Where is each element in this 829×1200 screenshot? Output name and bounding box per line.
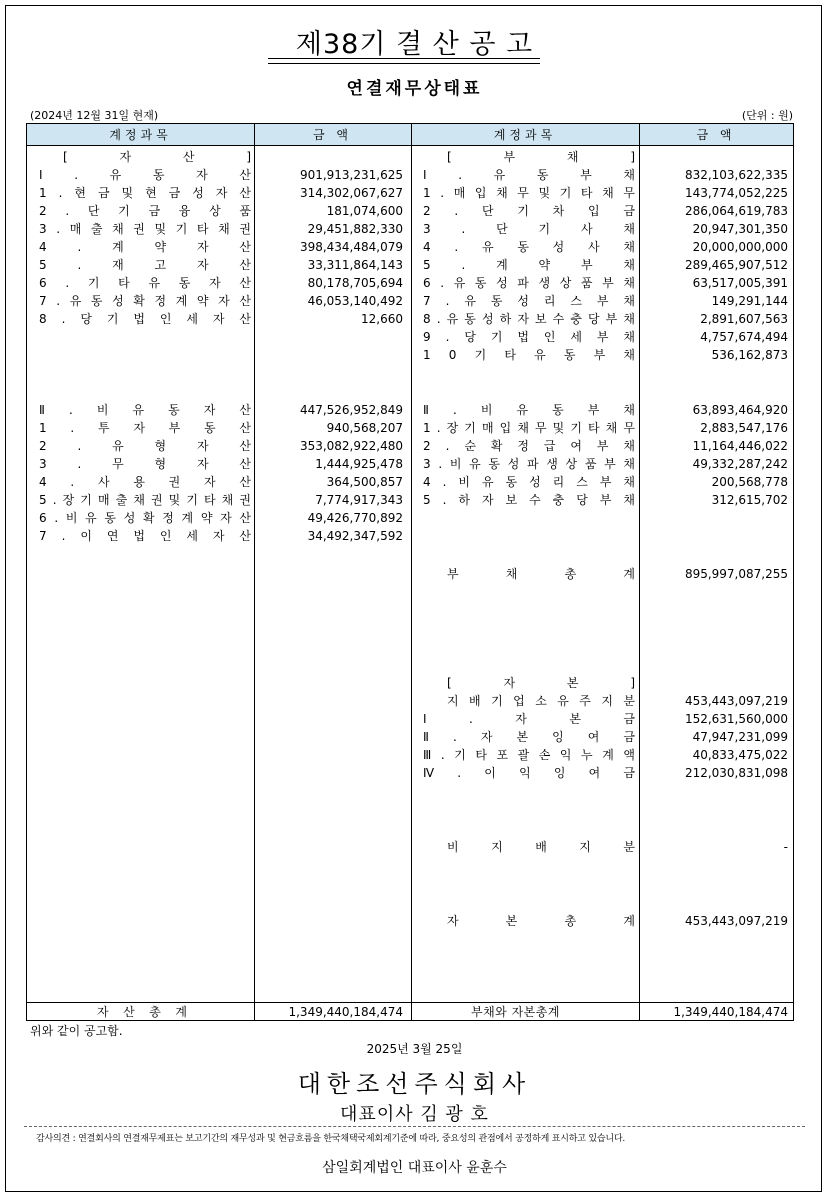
unit-label: (단위 : 원) [741, 109, 793, 122]
asset-account-label: 3 . 무 형 자 산 [39, 457, 251, 471]
liability-amount: 200,568,778 [711, 475, 788, 489]
title-underline-2 [268, 63, 540, 64]
liability-account-label: Ⅰ . 유 동 부 채 [423, 168, 635, 182]
asset-amount: 80,178,705,694 [307, 276, 403, 290]
liability-amount: 895,997,087,255 [684, 567, 788, 581]
liability-account-label: 2 . 단 기 차 입 금 [423, 204, 635, 218]
liability-row [27, 166, 793, 184]
asset-account-label: 1 . 현 금 및 현 금 성 자 산 [39, 186, 251, 200]
liability-account-label: 1 . 장 기 매 입 채 무 및 기 타 채 무 [423, 421, 635, 435]
liability-amount: 289,465,907,512 [684, 258, 788, 272]
statement-subtitle: 연결재무상태표 [346, 79, 483, 99]
liability-account-label: 2 . 순 확 정 급 여 부 채 [423, 439, 635, 453]
liability-row [27, 838, 793, 856]
liability-row [27, 728, 793, 746]
liability-row [27, 455, 793, 473]
asset-row [27, 527, 793, 545]
liability-amount: 63,893,464,920 [692, 403, 788, 417]
liability-row [27, 274, 793, 292]
liability-row [27, 346, 793, 364]
liability-amount: 47,947,231,099 [692, 730, 788, 744]
liability-account-label: [ 자 본 ] [447, 676, 635, 690]
asset-amount: 1,444,925,478 [315, 457, 403, 471]
liability-row [27, 148, 793, 166]
asset-account-label: 1 . 투 자 부 동 산 [39, 421, 251, 435]
liability-amount: 40,833,475,022 [692, 748, 788, 762]
asset-amount: 33,311,864,143 [307, 258, 403, 272]
liability-account-label: 자 본 총 계 [447, 914, 635, 928]
liability-amount: 11,164,446,022 [692, 439, 788, 453]
asset-amount: 901,913,231,625 [299, 168, 403, 182]
asset-account-label: 4 . 사 용 권 자 산 [39, 475, 251, 489]
header-amount-right: 금 액 [639, 124, 793, 146]
total-assets-amount: 1,349,440,184,474 [288, 1005, 403, 1019]
liability-amount: 453,443,097,219 [684, 694, 788, 708]
liability-amount: 286,064,619,783 [684, 204, 788, 218]
liability-amount: 2,891,607,563 [700, 312, 788, 326]
audit-opinion: 감사의견 : 연결회사의 연결재무제표는 보고기간의 재무성과 및 현금흐름을 한국채택국제회계기준에 따라, 중요성의 관점에서 공정하게 표시하고 있습니다. [36, 1134, 626, 1144]
total-liabilities-equity-label: 부채와 자본총계 [471, 1005, 560, 1019]
liability-row [27, 473, 793, 491]
asset-amount: 34,492,347,592 [307, 529, 403, 543]
liability-row [27, 692, 793, 710]
asset-account-label: [ 자 산 ] [63, 150, 251, 164]
asset-amount: 12,660 [361, 312, 403, 326]
liability-row [27, 220, 793, 238]
balance-sheet-table [26, 123, 794, 1021]
liability-account-label: 5 . 하 자 보 수 충 당 부 채 [423, 493, 635, 507]
liability-account-label: [ 부 채 ] [447, 150, 635, 164]
asset-account-label: 5 . 재 고 자 산 [39, 258, 251, 272]
asset-account-label: 2 . 유 형 자 산 [39, 439, 251, 453]
asset-row [27, 509, 793, 527]
liability-account-label: 지 배 기 업 소 유 주 지 분 [447, 694, 635, 708]
asset-account-label: Ⅰ . 유 동 자 산 [39, 168, 251, 182]
total-assets-label-text: 자 산 총 계 [97, 1005, 187, 1019]
liability-amount: 20,000,000,000 [692, 240, 788, 254]
company-name: 대한조선주식회사 [297, 1070, 532, 1098]
liability-amount: 63,517,005,391 [692, 276, 788, 290]
liability-account-label: 1 0 기 타 유 동 부 채 [423, 348, 635, 362]
liability-account-label: Ⅲ . 기 타 포 괄 손 익 누 계 액 [423, 748, 635, 762]
liability-amount: 312,615,702 [711, 493, 788, 507]
asset-amount: 49,426,770,892 [307, 511, 403, 525]
asset-account-label: 7 . 이 연 법 인 세 자 산 [39, 529, 251, 543]
liability-row [27, 328, 793, 346]
asset-amount: 364,500,857 [326, 475, 403, 489]
asset-account-label: 5 . 장 기 매 출 채 권 및 기 타 채 권 [39, 493, 251, 507]
asset-account-label: 6 . 비 유 동 성 확 정 계 약 자 산 [39, 511, 251, 525]
asset-amount: 7,774,917,343 [315, 493, 403, 507]
asset-account-label: Ⅱ . 비 유 동 자 산 [39, 403, 251, 417]
liability-amount: 149,291,144 [711, 294, 788, 308]
liability-amount: 453,443,097,219 [684, 914, 788, 928]
liability-row [27, 491, 793, 509]
liability-account-label: 6 . 유 동 성 파 생 상 품 부 채 [423, 276, 635, 290]
liability-account-label: 3 . 비 유 동 성 파 생 상 품 부 채 [423, 457, 635, 471]
liability-amount: 152,631,560,000 [684, 712, 788, 726]
asset-account-label: 3 . 매 출 채 권 및 기 타 채 권 [39, 222, 251, 236]
header-amount-left: 금 액 [254, 124, 411, 146]
asset-account-label: 6 . 기 타 유 동 자 산 [39, 276, 251, 290]
liability-amount: 143,774,052,225 [684, 186, 788, 200]
liability-row [27, 764, 793, 782]
liability-amount: 2,883,547,176 [700, 421, 788, 435]
liability-row [27, 674, 793, 692]
liability-row [27, 746, 793, 764]
liability-row [27, 184, 793, 202]
auditor-name: 삼일회계법인 대표이사 윤훈수 [322, 1160, 507, 1176]
header-account-right: 계정과목 [411, 124, 639, 146]
liability-row [27, 912, 793, 930]
header-account-left: 계정과목 [27, 124, 254, 146]
asset-account-label: 4 . 계 약 자 산 [39, 240, 251, 254]
liability-amount: 212,030,831,098 [684, 766, 788, 780]
asset-account-label: 7 . 유 동 성 확 정 계 약 자 산 [39, 294, 251, 308]
asset-amount: 398,434,484,079 [299, 240, 403, 254]
liability-account-label: 5 . 계 약 부 채 [423, 258, 635, 272]
page-title: 제38기 결 산 공 고 [295, 29, 534, 60]
asset-account-label: 8 . 당 기 법 인 세 자 산 [39, 312, 251, 326]
ceo-name: 대표이사 김 광 호 [340, 1104, 489, 1125]
asset-amount: 181,074,600 [326, 204, 403, 218]
total-liabilities-equity-amount: 1,349,440,184,474 [673, 1005, 788, 1019]
liability-amount: 832,103,622,335 [684, 168, 788, 182]
liability-row [27, 419, 793, 437]
dotted-divider [24, 1126, 805, 1127]
asset-amount: 314,302,067,627 [299, 186, 403, 200]
liability-account-label: 부 채 총 계 [447, 567, 635, 581]
notice-date: 2025년 3월 25일 [366, 1042, 463, 1056]
liability-account-label: Ⅳ . 이 익 잉 여 금 [423, 766, 635, 780]
liability-account-label: Ⅰ . 자 본 금 [423, 712, 635, 726]
liability-account-label: 3 . 단 기 사 채 [423, 222, 635, 236]
liability-row [27, 437, 793, 455]
liability-amount: 20,947,301,350 [692, 222, 788, 236]
notice-text: 위와 같이 공고함. [30, 1024, 123, 1038]
liability-account-label: 9 . 당 기 법 인 세 부 채 [423, 330, 635, 344]
asset-amount: 353,082,922,480 [299, 439, 403, 453]
liability-row [27, 256, 793, 274]
liability-account-label: Ⅱ . 비 유 동 부 채 [423, 403, 635, 417]
asset-amount: 46,053,140,492 [307, 294, 403, 308]
liability-account-label: 1 . 매 입 채 무 및 기 타 채 무 [423, 186, 635, 200]
liability-amount: - [783, 840, 788, 854]
liability-account-label: 비 지 배 지 분 [447, 840, 635, 854]
liability-account-label: 8 . 유 동 성 하 자 보 수 충 당 부 채 [423, 312, 635, 326]
liability-row [27, 710, 793, 728]
liability-amount: 536,162,873 [711, 348, 788, 362]
as-of-date: (2024년 12월 31일 현재) [30, 109, 159, 122]
liability-account-label: 4 . 유 동 성 사 채 [423, 240, 635, 254]
liability-account-label: 7 . 유 동 성 리 스 부 채 [423, 294, 635, 308]
liability-amount: 49,332,287,242 [692, 457, 788, 471]
title-underline [268, 58, 540, 59]
liability-row [27, 238, 793, 256]
liability-row [27, 401, 793, 419]
liability-account-label: Ⅱ . 자 본 잉 여 금 [423, 730, 635, 744]
asset-account-label: 2 . 단 기 금 융 상 품 [39, 204, 251, 218]
asset-amount: 940,568,207 [326, 421, 403, 435]
liability-row [27, 565, 793, 583]
total-assets-label [37, 1003, 244, 1021]
liability-row [27, 292, 793, 310]
liability-amount: 4,757,674,494 [700, 330, 788, 344]
liability-account-label: 4 . 비 유 동 성 리 스 부 채 [423, 475, 635, 489]
asset-amount: 447,526,952,849 [299, 403, 403, 417]
liability-row [27, 202, 793, 220]
liability-row [27, 310, 793, 328]
asset-amount: 29,451,882,330 [307, 222, 403, 236]
